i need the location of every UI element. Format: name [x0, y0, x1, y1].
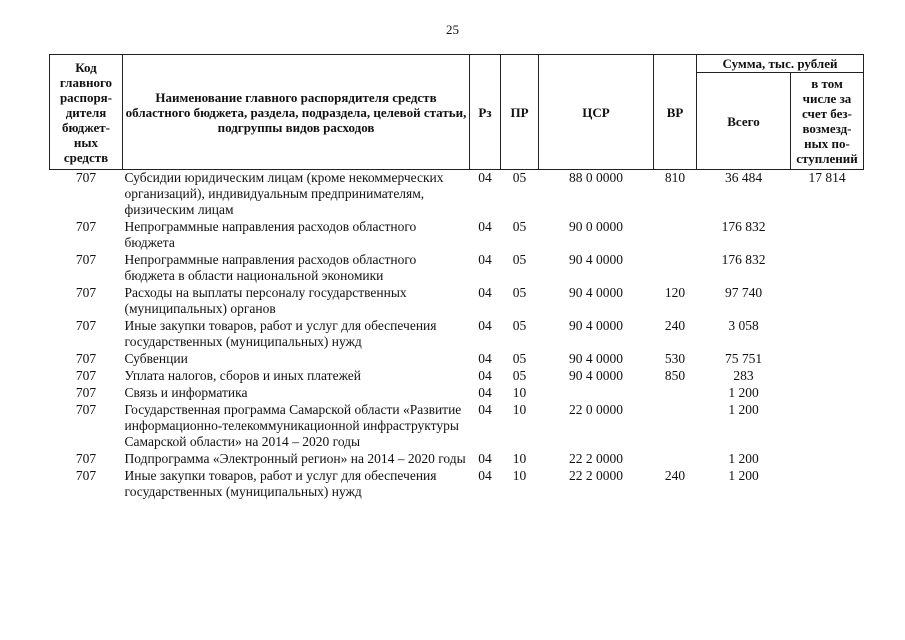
table-row [50, 385, 864, 402]
cell-free [791, 219, 864, 252]
cell-csr: 90 4 0000 [569, 285, 623, 300]
cell-total: 1 200 [728, 451, 759, 466]
table-body [50, 170, 864, 502]
cell-vr: 530 [664, 351, 686, 366]
table-row [50, 170, 864, 220]
cell-name: Расходы на выплаты персоналу государственных (муниципальных) органов [124, 285, 407, 316]
header-pr: ПР [501, 55, 539, 170]
cell-csr [539, 385, 654, 402]
header-row-top [50, 55, 864, 73]
cell-csr: 22 0 0000 [569, 402, 623, 417]
table-row [50, 468, 864, 501]
cell-vr: 240 [664, 318, 686, 333]
cell-code: 707 [75, 252, 97, 267]
cell-pr: 10 [512, 402, 527, 417]
cell-pr: 10 [512, 451, 527, 466]
cell-pr: 05 [512, 285, 527, 300]
header-csr: ЦСР [539, 55, 654, 170]
cell-free [791, 451, 864, 468]
cell-name: Уплата налогов, сборов и иных платежей [124, 368, 361, 383]
cell-vr [654, 385, 697, 402]
cell-free [791, 368, 864, 385]
cell-rz: 04 [478, 351, 492, 366]
budget-table [49, 54, 864, 501]
table-row [50, 219, 864, 252]
cell-code: 707 [75, 351, 97, 366]
cell-vr [654, 402, 697, 451]
cell-free [791, 252, 864, 285]
table-row [50, 285, 864, 318]
cell-code: 707 [75, 402, 97, 417]
cell-csr: 22 2 0000 [569, 451, 623, 466]
cell-code: 707 [75, 451, 97, 466]
header-total: Всего [697, 73, 791, 170]
cell-name: Иные закупки товаров, работ и услуг для обеспечения государственных (муниципальных) нужд [124, 468, 437, 499]
cell-vr [654, 252, 697, 285]
cell-pr: 05 [512, 351, 527, 366]
cell-vr: 850 [664, 368, 686, 383]
cell-name: Субвенции [124, 351, 188, 366]
cell-name: Иные закупки товаров, работ и услуг для обеспечения государственных (муниципальных) нужд [124, 318, 437, 349]
cell-free [791, 318, 864, 351]
cell-total: 36 484 [724, 170, 763, 185]
cell-rz: 04 [478, 468, 492, 483]
cell-total: 75 751 [724, 351, 763, 366]
cell-pr: 05 [512, 368, 527, 383]
cell-code: 707 [75, 285, 97, 300]
cell-name: Связь и информатика [124, 385, 248, 400]
cell-free [791, 402, 864, 451]
cell-code: 707 [75, 219, 97, 234]
cell-csr: 88 0 0000 [569, 170, 623, 185]
cell-name: Государственная программа Самарской области «Развитие информационно-телекоммуникационной инфраструктуры Самарской области» на 2014 – 2020 годы [124, 402, 462, 449]
cell-csr: 90 4 0000 [569, 368, 623, 383]
cell-pr: 10 [512, 385, 527, 400]
cell-pr: 10 [512, 468, 527, 483]
table-row [50, 368, 864, 385]
cell-vr: 810 [664, 170, 686, 185]
cell-rz: 04 [478, 451, 492, 466]
cell-rz: 04 [478, 385, 492, 400]
cell-vr [654, 219, 697, 252]
cell-total: 176 832 [721, 219, 766, 234]
cell-csr: 22 2 0000 [569, 468, 623, 483]
cell-code: 707 [75, 170, 97, 185]
cell-vr: 240 [664, 468, 686, 483]
cell-total: 176 832 [721, 252, 766, 267]
cell-code: 707 [75, 468, 97, 483]
cell-free [791, 285, 864, 318]
cell-code: 707 [75, 318, 97, 333]
cell-name: Подпрограмма «Электронный регион» на 2014 – 2020 годы [124, 451, 466, 466]
cell-csr: 90 0 0000 [569, 219, 623, 234]
cell-total: 3 058 [728, 318, 759, 333]
header-sum-group: Сумма, тыс. рублей [697, 55, 864, 73]
cell-rz: 04 [478, 318, 492, 333]
cell-name: Субсидии юридическим лицам (кроме некоммерческих организаций), индивидуальным предпринимателям, физическим лицам [124, 170, 444, 217]
header-rz: Рз [470, 55, 501, 170]
header-vr: ВР [654, 55, 697, 170]
cell-code: 707 [75, 368, 97, 383]
cell-rz: 04 [478, 252, 492, 267]
header-free: в том числе за счет без-возмезд-ных по-ступлений [791, 73, 864, 170]
cell-pr: 05 [512, 170, 527, 185]
cell-total: 97 740 [724, 285, 763, 300]
cell-pr: 05 [512, 219, 527, 234]
cell-rz: 04 [478, 402, 492, 417]
cell-free [791, 385, 864, 402]
cell-free: 17 814 [808, 170, 846, 185]
cell-csr: 90 4 0000 [569, 351, 623, 366]
cell-total: 1 200 [728, 468, 759, 483]
cell-total: 1 200 [728, 385, 759, 400]
cell-pr: 05 [512, 252, 527, 267]
header-code: Код главного распоря-дителя бюджет-ных средств [50, 55, 123, 170]
table-row [50, 402, 864, 451]
table-row [50, 451, 864, 468]
header-name: Наименование главного распорядителя средств областного бюджета, раздела, подраздела, целевой статьи, подгруппы видов расходов [123, 55, 470, 170]
cell-name: Непрограммные направления расходов областного бюджета в области национальной экономики [124, 252, 417, 283]
cell-rz: 04 [478, 368, 492, 383]
cell-free [791, 351, 864, 368]
table-row [50, 318, 864, 351]
cell-csr: 90 4 0000 [569, 318, 623, 333]
cell-total: 1 200 [728, 402, 759, 417]
table-row [50, 351, 864, 368]
cell-code: 707 [75, 385, 97, 400]
table-row [50, 252, 864, 285]
cell-total: 283 [733, 368, 754, 383]
cell-rz: 04 [478, 219, 492, 234]
cell-pr: 05 [512, 318, 527, 333]
page-number: 25 [446, 22, 459, 37]
cell-rz: 04 [478, 170, 492, 185]
cell-vr: 120 [664, 285, 686, 300]
cell-vr [654, 451, 697, 468]
cell-free [791, 468, 864, 501]
cell-rz: 04 [478, 285, 492, 300]
cell-name: Непрограммные направления расходов областного бюджета [124, 219, 417, 250]
cell-csr: 90 4 0000 [569, 252, 623, 267]
